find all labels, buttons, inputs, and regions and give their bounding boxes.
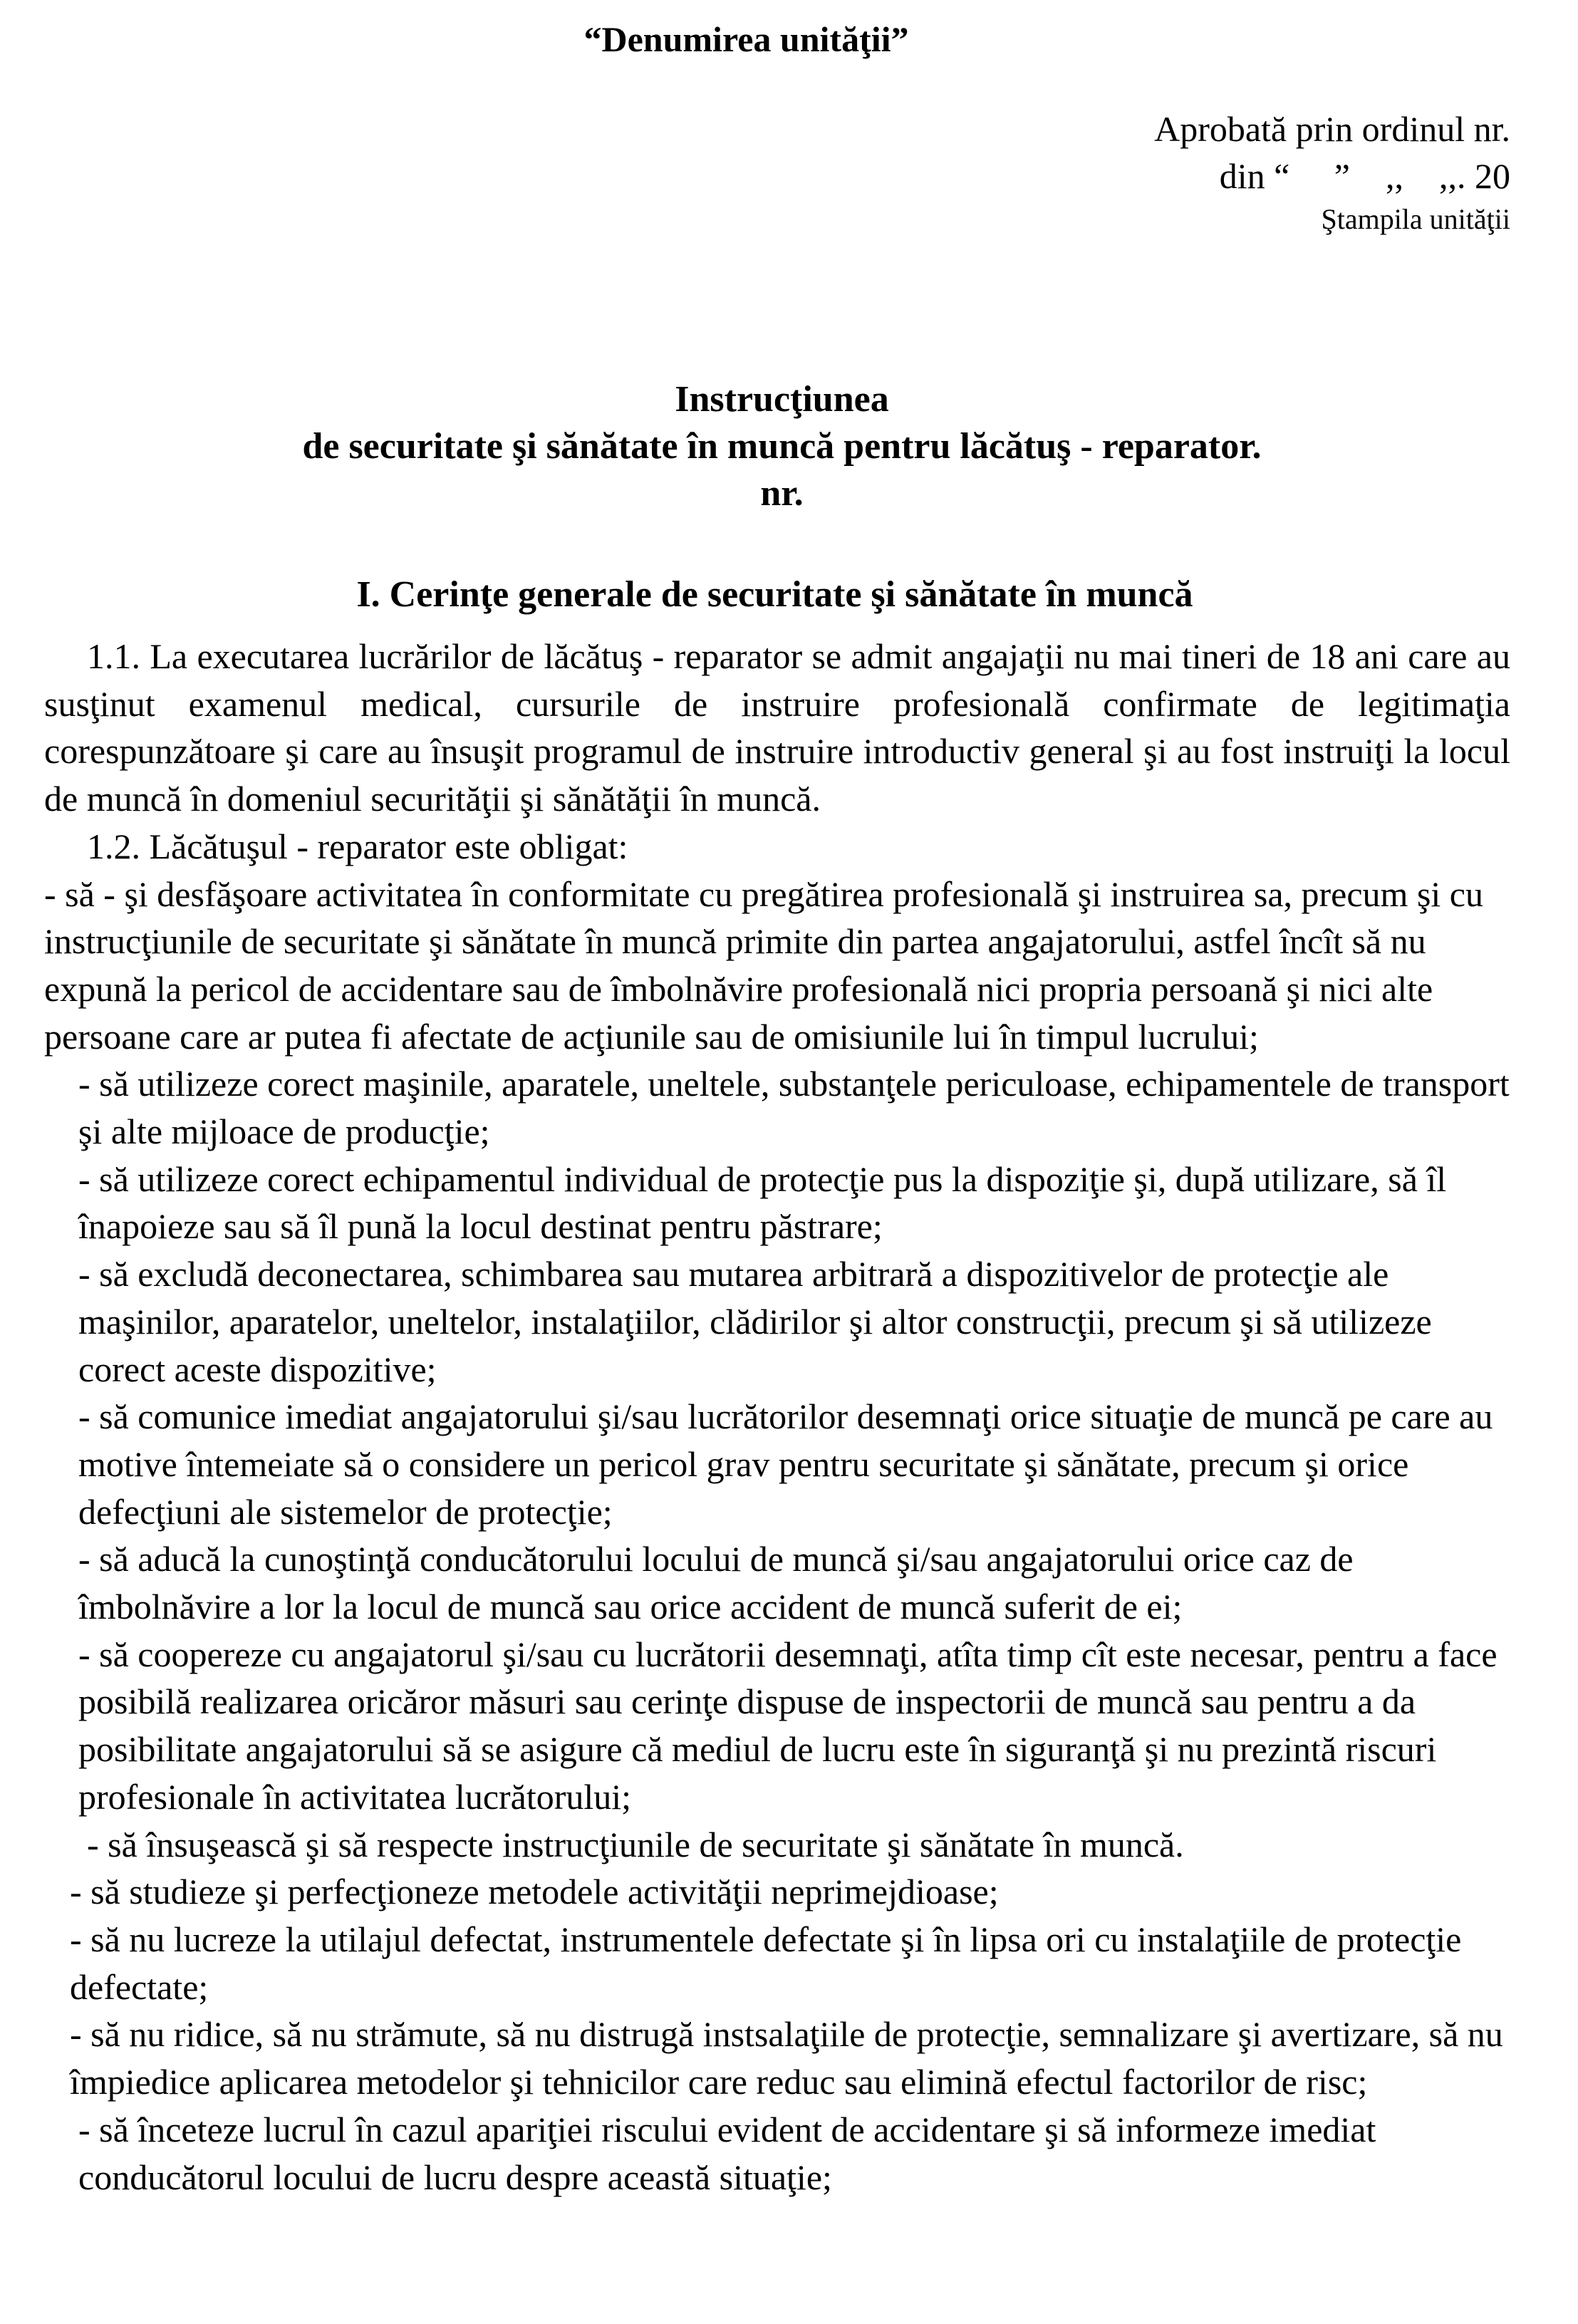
unit-stamp-label: Ştampila unităţii: [1321, 203, 1510, 235]
obligation-item: - să nu ridice, să nu strămute, să nu distrugă instsalaţiile de protecţie, semnalizare şi avertizare, să nu împiedice aplicarea metodelor şi tehnicilor care reduc sau elimină efectul factorilor de risc;: [70, 2014, 1503, 2102]
title-line-1: Instrucţiunea: [675, 379, 889, 420]
document-title: [0, 376, 1578, 517]
title-line-2: de securitate şi sănătate în muncă pentru lăcătuş - reparator.: [302, 426, 1262, 467]
obligation-item: - să aducă la cunoştinţă conducătorului locului de muncă şi/sau angajatorului orice caz de îmbolnăvire a lor la locul de muncă sau orice accident de muncă suferit de ei;: [78, 1539, 1354, 1627]
unit-name: “Denumirea unităţii”: [583, 19, 909, 59]
obligation-item: - să - şi desfăşoare activitatea în conformitate cu pregătirea profesională şi instruirea sa, precum şi cu instrucţiunile de securitate şi sănătate în muncă primite din partea angajatorului, astfel încît să nu expună la pericol de accidentare sau de îmbolnăvire profesională nici propria persoană şi nici alte persoane care ar putea fi afectate de acţiunile sau de omisiunile lui în timpul lucrului;: [44, 873, 1483, 1057]
approval-block: [1154, 105, 1510, 239]
obligations-list: [44, 871, 1510, 2201]
obligation-item: - să nu lucreze la utilajul defectat, instrumentele defectate şi în lipsa ori cu instalaţiile de protecţie defectate;: [70, 1919, 1462, 2007]
obligation-item: - să utilizeze corect maşinile, aparatele, uneltele, substanţele periculoase, echipamentele de transport şi alte mijloace de producţie;: [78, 1064, 1510, 1152]
obligation-item: - să înceteze lucrul în cazul apariţiei riscului evident de accidentare şi să informeze imediat conducătorul locului de lucru despre această situaţie;: [78, 2109, 1376, 2197]
obligation-item: - să coopereze cu angajatorul şi/sau cu lucrătorii desemnaţi, atîta timp cît este necesar, pentru a face posibilă realizarea oricăror măsuri sau cerinţe dispuse de inspectorii de muncă sau pentru a da posibilitate angajatorului să se asigure că mediul de lucru este în siguranţă şi nu prezintă riscuri profesionale în activitatea lucrătorului;: [78, 1634, 1497, 1817]
approval-date-line: din “ ” ,, ,,. 20: [1219, 156, 1510, 196]
paragraph-1-1: 1.1. La executarea lucrărilor de lăcătuş - reparator se admit angajaţii nu mai tineri de 18 ani care au susţinut examenul medical, cursurile de instruire profesională confirmate de legitimaţia corespunzătoare şi care au însuşit programul de instruire introductiv general şi au fost instruiţi la locul de muncă în domeniul securităţii şi sănătăţii în muncă.: [44, 636, 1510, 819]
approval-order-line: Aprobată prin ordinul nr.: [1154, 109, 1510, 149]
section-heading: I. Cerinţe generale de securitate şi sănătate în muncă: [356, 574, 1193, 615]
title-number: nr.: [760, 473, 804, 514]
obligation-item: - să utilizeze corect echipamentul individual de protecţie pus la dispoziţie şi, după utilizare, să îl înapoieze sau să îl pună la locul destinat pentru păstrare;: [78, 1158, 1447, 1247]
obligation-item: - să excludă deconectarea, schimbarea sau mutarea arbitrară a dispozitivelor de protecţie ale maşinilor, aparatelor, uneltelor, instalaţiilor, clădirilor şi altor construcţii, precum şi să utilizeze corect aceste dispozitive;: [78, 1254, 1432, 1389]
obligation-item: - să comunice imediat angajatorului şi/sau lucrătorilor desemnaţi orice situaţie de muncă pe care au motive întemeiate să o considere un pericol grav pentru securitate şi sănătate, precum şi orice defecţiuni ale sistemelor de protecţie;: [78, 1396, 1493, 1532]
section-body: [44, 633, 1510, 2201]
paragraph-1-2: 1.2. Lăcătuşul - reparator este obligat:: [87, 826, 628, 866]
obligation-item: - să studieze şi perfecţioneze metodele activităţii neprimejdioase;: [70, 1872, 999, 1912]
obligation-item: - să însuşească şi să respecte instrucţiunile de securitate şi sănătate în muncă.: [87, 1824, 1184, 1864]
